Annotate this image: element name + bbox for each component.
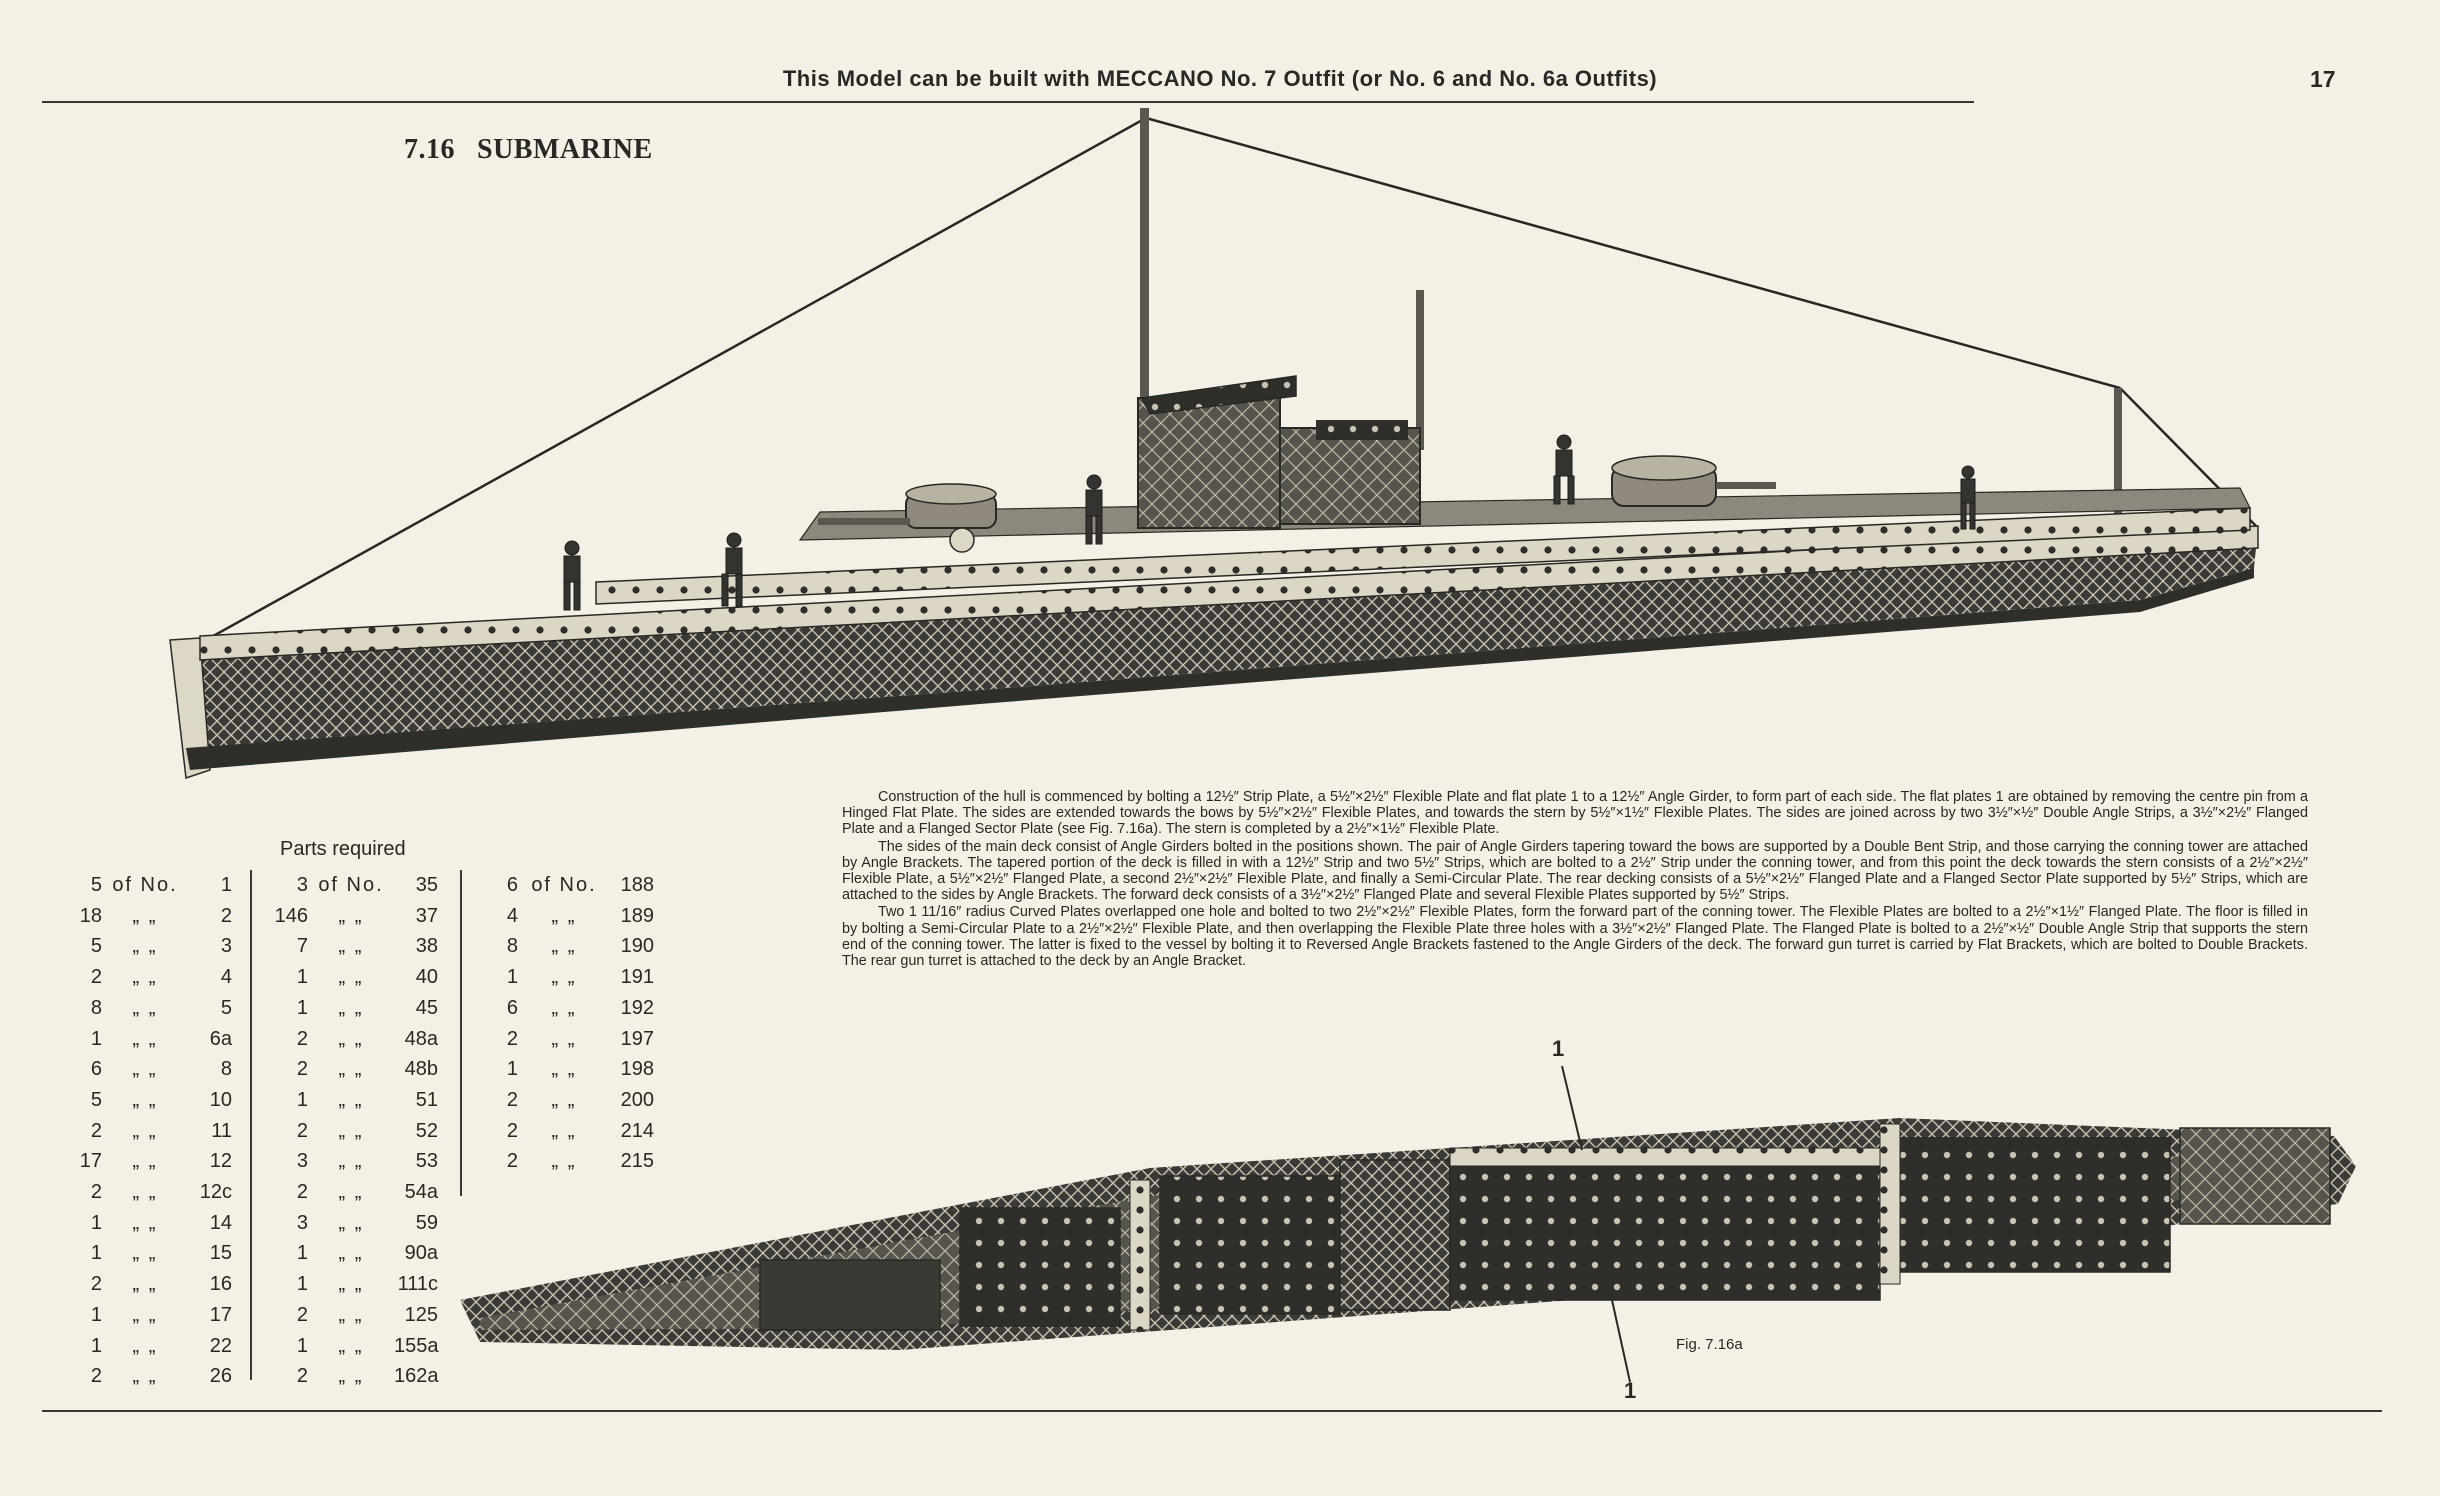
part-ditto: „ „ — [132, 935, 158, 958]
part-quantity: 1 — [506, 966, 518, 989]
parts-column-2 — [270, 870, 438, 1392]
part-quantity: 5 — [90, 1088, 102, 1111]
part-ditto: „ „ — [338, 1181, 364, 1204]
parts-column-3 — [486, 870, 654, 1177]
part-ditto: „ „ — [132, 1058, 158, 1081]
part-ditto: „ „ — [132, 1365, 158, 1388]
part-number: 2 — [220, 904, 232, 927]
part-ditto: „ „ — [132, 1119, 158, 1142]
part-number: 54a — [404, 1181, 438, 1204]
part-quantity: 5 — [90, 874, 102, 896]
part-number: 17 — [209, 1303, 232, 1326]
parts-row — [62, 1177, 232, 1208]
part-quantity: 18 — [79, 904, 102, 927]
part-quantity: 2 — [296, 1303, 308, 1326]
part-quantity: 2 — [296, 1181, 308, 1204]
part-ditto: „ „ — [132, 1242, 158, 1265]
parts-row — [62, 1300, 232, 1331]
figure-caption: Fig. 7.16a — [1676, 1336, 1743, 1353]
part-number: 8 — [220, 1058, 232, 1081]
part-number: 190 — [620, 935, 654, 958]
parts-row — [62, 1361, 232, 1392]
part-quantity: 1 — [296, 996, 308, 1019]
parts-row — [270, 993, 438, 1024]
part-number: 162a — [394, 1365, 439, 1388]
part-ditto: „ „ — [132, 1150, 158, 1173]
parts-row — [486, 1024, 654, 1055]
part-quantity: 2 — [90, 1273, 102, 1296]
parts-row — [270, 1269, 438, 1300]
parts-row — [486, 931, 654, 962]
part-number: 12 — [209, 1150, 232, 1173]
parts-row — [62, 1238, 232, 1269]
part-quantity: 1 — [296, 966, 308, 989]
parts-row — [270, 1208, 438, 1239]
part-ditto: „ „ — [338, 996, 364, 1019]
part-quantity: 1 — [90, 1334, 102, 1357]
part-quantity: 2 — [90, 1365, 102, 1388]
parts-row — [62, 870, 232, 901]
part-quantity: 8 — [506, 935, 518, 958]
part-quantity: 2 — [296, 1365, 308, 1388]
parts-row — [62, 1208, 232, 1239]
parts-row — [270, 1116, 438, 1147]
parts-row — [62, 1146, 232, 1177]
part-quantity: 3 — [296, 1211, 308, 1234]
parts-row — [270, 1361, 438, 1392]
part-number: 5 — [220, 996, 232, 1019]
parts-row — [62, 1085, 232, 1116]
model-name: SUBMARINE — [477, 134, 653, 165]
part-quantity: 3 — [296, 874, 308, 896]
part-ditto: „ „ — [338, 1303, 364, 1326]
part-ditto: „ „ — [132, 1211, 158, 1234]
part-ditto: „ „ — [551, 996, 577, 1019]
part-quantity: 1 — [296, 1088, 308, 1111]
part-ditto: „ „ — [132, 1181, 158, 1204]
part-number: 214 — [620, 1119, 654, 1142]
part-number: 35 — [415, 874, 438, 896]
part-number: 200 — [620, 1088, 654, 1111]
part-number: 45 — [415, 996, 438, 1019]
part-quantity: 146 — [274, 904, 308, 927]
part-number: 26 — [209, 1365, 232, 1388]
part-quantity: 6 — [506, 996, 518, 1019]
part-number: 22 — [209, 1334, 232, 1357]
part-quantity: 7 — [296, 935, 308, 958]
parts-row — [486, 1054, 654, 1085]
part-quantity: 1 — [296, 1334, 308, 1357]
parts-row — [62, 1054, 232, 1085]
part-ditto: „ „ — [551, 1027, 577, 1050]
part-number: 59 — [415, 1211, 438, 1234]
part-ditto: „ „ — [338, 1211, 364, 1234]
parts-row — [270, 1331, 438, 1362]
part-quantity: 2 — [90, 966, 102, 989]
part-number: 10 — [209, 1088, 232, 1111]
part-ditto: „ „ — [132, 904, 158, 927]
parts-row — [62, 1331, 232, 1362]
part-number: 37 — [415, 904, 438, 927]
part-ditto: „ „ — [338, 1088, 364, 1111]
part-ditto: „ „ — [338, 1150, 364, 1173]
part-quantity: 2 — [296, 1058, 308, 1081]
model-number: 7.16 — [404, 134, 455, 165]
callout-label-top: 1 — [1552, 1036, 1565, 1061]
part-number: 125 — [404, 1303, 438, 1326]
part-quantity: 3 — [296, 1150, 308, 1173]
part-ditto: „ „ — [338, 935, 364, 958]
part-ditto: „ „ — [338, 1058, 364, 1081]
part-number: 6a — [209, 1027, 232, 1050]
part-number: 3 — [220, 935, 232, 958]
parts-row — [62, 1024, 232, 1055]
part-ditto: of No. — [318, 874, 384, 896]
part-quantity: 2 — [506, 1027, 518, 1050]
part-quantity: 1 — [296, 1242, 308, 1265]
part-number: 52 — [415, 1119, 438, 1142]
parts-heading: Parts required — [280, 838, 406, 860]
header-title: This Model can be built with MECCANO No. 7 Outfit (or No. 6 and No. 6a Outfits) — [782, 66, 1658, 91]
part-quantity: 2 — [506, 1119, 518, 1142]
part-quantity: 6 — [506, 874, 518, 896]
parts-row — [62, 931, 232, 962]
part-number: 51 — [415, 1088, 438, 1111]
parts-row — [486, 870, 654, 901]
part-ditto: „ „ — [551, 1058, 577, 1081]
part-ditto: „ „ — [132, 1273, 158, 1296]
part-number: 48a — [404, 1027, 438, 1050]
parts-row — [486, 1146, 654, 1177]
parts-row — [270, 1054, 438, 1085]
parts-row — [486, 1116, 654, 1147]
part-quantity: 6 — [90, 1058, 102, 1081]
parts-divider-1 — [250, 870, 252, 1380]
part-number: 197 — [620, 1027, 654, 1050]
part-number: 111c — [397, 1273, 438, 1296]
part-number: 11 — [211, 1119, 232, 1142]
part-quantity: 1 — [90, 1303, 102, 1326]
part-ditto: „ „ — [338, 1119, 364, 1142]
part-quantity: 17 — [79, 1150, 102, 1173]
description-paragraph: Construction of the hull is commenced by bolting a 12½″ Strip Plate, a 5½″×2½″ Flexible Plate and flat plate 1 to a 12½″ Angle Girder, to form part of each side. The flat plates 1 are obtained by removing the centre pin from a Hinged Flat Plate. The sides are extended towards the bows by 5½″×2½″ Flexible Plates, and towards the stern by 5½″×1½″ Flexible Plates. The sides are joined across by two 3½″×½″ Double Angle Strips, a 3½″×2½″ Flanged Plate and a Flanged Sector Plate (see Fig. 7.16a). The stern is completed by a 2½″×1½″ Flexible Plate. — [842, 789, 2308, 838]
part-quantity: 2 — [296, 1119, 308, 1142]
part-ditto: „ „ — [338, 1334, 364, 1357]
part-ditto: „ „ — [551, 966, 577, 989]
part-number: 4 — [220, 966, 232, 989]
part-number: 189 — [620, 904, 654, 927]
part-quantity: 4 — [506, 904, 518, 927]
part-number: 40 — [415, 966, 438, 989]
part-number: 16 — [209, 1273, 232, 1296]
parts-row — [486, 1085, 654, 1116]
part-ditto: „ „ — [551, 1119, 577, 1142]
parts-row — [270, 931, 438, 962]
part-ditto: „ „ — [338, 1027, 364, 1050]
parts-row — [270, 1085, 438, 1116]
part-quantity: 8 — [90, 996, 102, 1019]
part-number: 191 — [620, 966, 654, 989]
part-quantity: 2 — [90, 1119, 102, 1142]
part-ditto: „ „ — [338, 904, 364, 927]
parts-row — [62, 1116, 232, 1147]
part-ditto: „ „ — [551, 1088, 577, 1111]
submarine-side-view — [170, 108, 2258, 778]
part-ditto: „ „ — [551, 935, 577, 958]
page-number: 17 — [2310, 66, 2336, 92]
footer-rule — [42, 1410, 2382, 1412]
description-paragraph: Two 1 11/16″ radius Curved Plates overlapped one hole and bolted to two 2½″×2½″ Flexible Plates, form the forward part of the conning tower. The Flexible Plates are bolted to a 2½″×1½″ Flanged Plate. The floor is filled in by bolting a Semi-Circular Plate to a 2½″×2½″ Flexible Plate, and then overlapping the Flexible Plate three holes with a 3½″×2½″ Flanged Plate. The Flanged Plate is bolted to a 2½″×½″ Double Angle Strip that supports the stern end of the conning tower. The latter is fixed to the vessel by bolting it to Reversed Angle Brackets fastened to the Angle Girders of the deck. The forward gun turret is carried by Flat Brackets, which are bolted to Double Brackets. The rear gun turret is attached to the deck by an Angle Bracket. — [842, 904, 2308, 970]
part-number: 215 — [620, 1150, 654, 1173]
part-number: 53 — [415, 1150, 438, 1173]
part-ditto: „ „ — [132, 1027, 158, 1050]
parts-row — [486, 962, 654, 993]
parts-column-1 — [62, 870, 232, 1392]
part-quantity: 2 — [90, 1181, 102, 1204]
part-quantity: 1 — [296, 1273, 308, 1296]
part-ditto: „ „ — [338, 966, 364, 989]
parts-row — [270, 1146, 438, 1177]
part-ditto: „ „ — [132, 1088, 158, 1111]
part-number: 155a — [394, 1334, 439, 1357]
part-number: 38 — [415, 935, 438, 958]
parts-divider-2 — [460, 870, 462, 1196]
part-number: 12c — [199, 1181, 232, 1204]
part-ditto: of No. — [112, 874, 178, 896]
parts-row — [270, 1300, 438, 1331]
part-ditto: „ „ — [551, 904, 577, 927]
submarine-hull-interior-view — [460, 1066, 2356, 1382]
parts-row — [62, 993, 232, 1024]
part-ditto: „ „ — [338, 1273, 364, 1296]
parts-row — [270, 901, 438, 932]
callout-label-bottom: 1 — [1624, 1378, 1637, 1403]
part-quantity: 2 — [506, 1150, 518, 1173]
part-ditto: „ „ — [551, 1150, 577, 1173]
parts-row — [62, 1269, 232, 1300]
parts-row — [270, 962, 438, 993]
parts-row — [270, 1238, 438, 1269]
parts-row — [270, 1024, 438, 1055]
part-quantity: 5 — [90, 935, 102, 958]
part-number: 192 — [620, 996, 654, 1019]
part-number: 48b — [404, 1058, 438, 1081]
parts-row — [62, 901, 232, 932]
part-quantity: 1 — [506, 1058, 518, 1081]
description-paragraph: The sides of the main deck consist of Angle Girders bolted in the positions shown. The pair of Angle Girders tapering toward the bows are supported by a Double Bent Strip, and those carrying the conning tower are attached by Angle Brackets. The tapered portion of the deck is filled in with a 12½″ Strip and two 5½″ Strips, which are bolted to a 2½″ Strip under the conning tower, and from this point the deck towards the stern consists of a 2½″×2½″ Flexible Plate, a 5½″×2½″ Flanged Plate, a second 2½″×2½″ Flexible Plate, and finally a Semi-Circular Plate. The rear decking consists of a 5½″×2½″ Flanged Plate and a Flanged Sector Plate supported by 5½″ Strips, which are attached to the sides by Angle Brackets. The forward deck consists of a 3½″×2½″ Flanged Plate and several Flexible Plates supported by 5½″ Strips. — [842, 838, 2308, 904]
part-quantity: 1 — [90, 1211, 102, 1234]
part-number: 90a — [404, 1242, 438, 1265]
part-number: 188 — [620, 874, 654, 896]
part-quantity: 2 — [506, 1088, 518, 1111]
part-ditto: „ „ — [132, 1334, 158, 1357]
part-ditto: „ „ — [132, 1303, 158, 1326]
part-ditto: „ „ — [338, 1242, 364, 1265]
construction-description — [842, 789, 2308, 970]
part-ditto: „ „ — [132, 966, 158, 989]
parts-row — [270, 870, 438, 901]
part-ditto: of No. — [531, 874, 597, 896]
parts-row — [270, 1177, 438, 1208]
part-quantity: 1 — [90, 1027, 102, 1050]
part-ditto: „ „ — [132, 996, 158, 1019]
parts-row — [486, 993, 654, 1024]
part-quantity: 1 — [90, 1242, 102, 1265]
part-number: 1 — [220, 874, 232, 896]
part-number: 15 — [209, 1242, 232, 1265]
part-number: 198 — [620, 1058, 654, 1081]
parts-row — [486, 901, 654, 932]
parts-row — [62, 962, 232, 993]
part-ditto: „ „ — [338, 1365, 364, 1388]
part-quantity: 2 — [296, 1027, 308, 1050]
part-number: 14 — [209, 1211, 232, 1234]
